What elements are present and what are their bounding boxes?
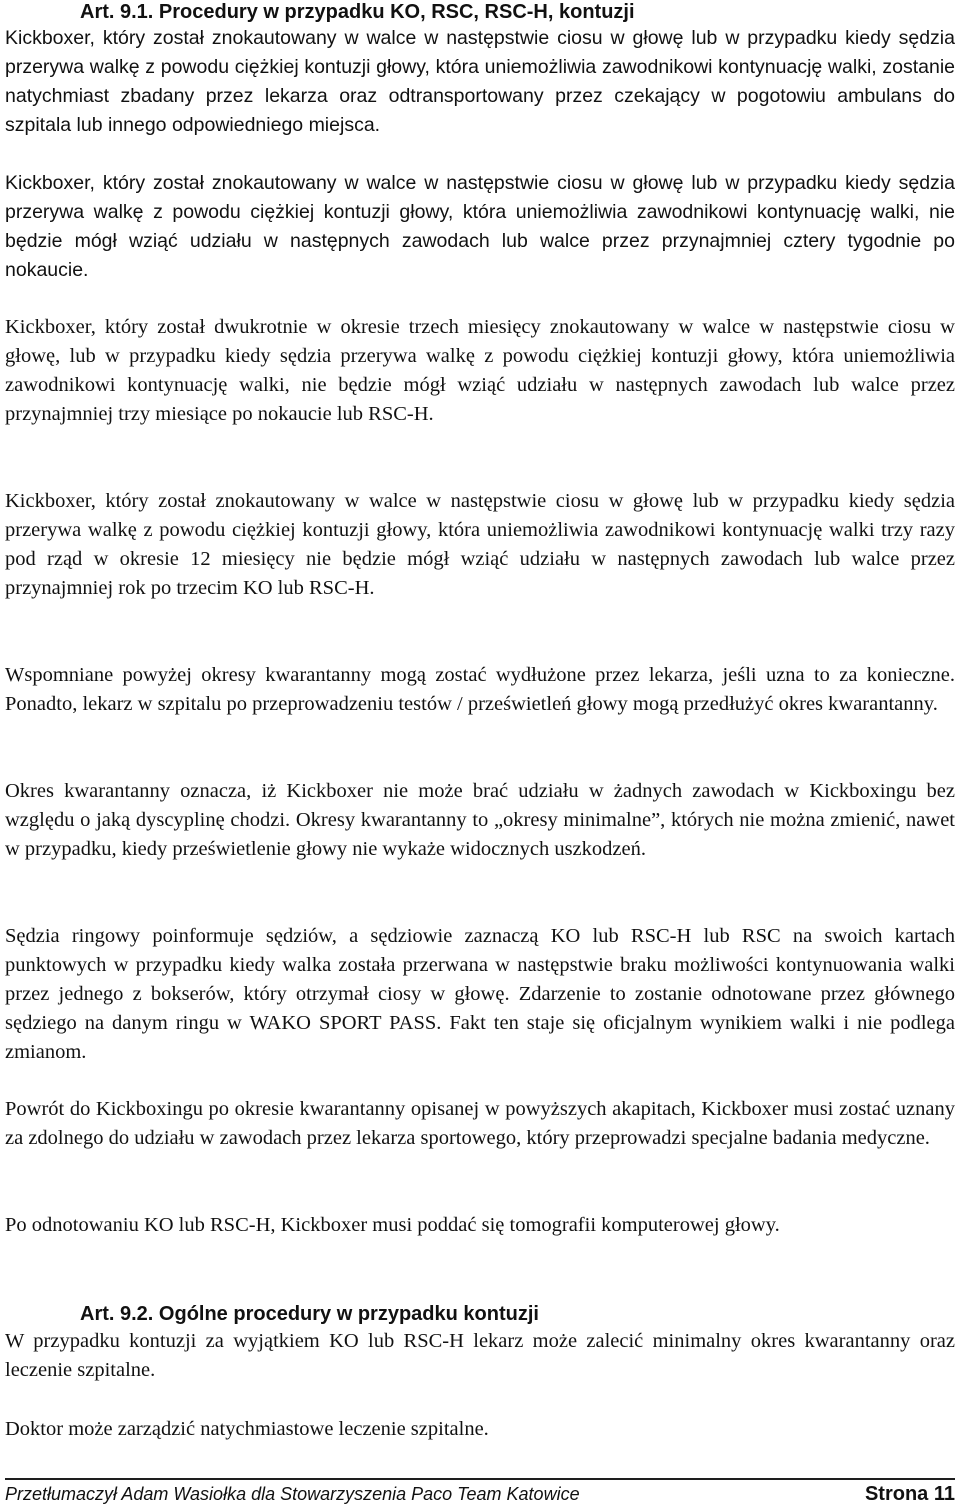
paragraph-two-ko-three-months: [5, 313, 955, 429]
paragraph-text: Wspomniane powyżej okresy kwarantanny mogą zostać wydłużone przez lekarza, jeśli uzna to za konieczne. Ponadto, lekarz w szpitalu po przeprowadzeniu testów / prześwietleń głowy mogą przedłużyć okres kwarantanny.: [5, 664, 955, 715]
paragraph-general-injury: [5, 1327, 955, 1385]
paragraph-text: Powrót do Kickboxingu po okresie kwarantanny opisanej w powyższych akapitach, Kickboxer musi zostać uznany za zdolnego do udziału w zawodach przez lekarza sportowego, który przeprowadzi specjalne badania medyczne.: [5, 1098, 955, 1149]
paragraph-text: Po odnotowaniu KO lub RSC-H, Kickboxer musi poddać się tomografii komputerowej głowy.: [5, 1214, 780, 1236]
paragraph-quarantine-extension: [5, 661, 955, 719]
footer-divider: [5, 1478, 955, 1480]
paragraph-text: Sędzia ringowy poinformuje sędziów, a sędziowie zaznaczą KO lub RSC-H lub RSC na swoich kartach punktowych w przypadku kiedy walka została przerwana w następstwie braku możliwości kontynuowania walki przez jednego z bokserów, który otrzymał ciosy w głowę. Zdarzenie to zostanie odnotowane przez głównego sędziego na danym ringu w WAKO SPORT PASS. Fakt ten staje się oficjalnym wynikiem walki i nie podlega zmianom.: [5, 925, 955, 1063]
paragraph-text: W przypadku kontuzji za wyjątkiem KO lub RSC-H lekarz może zalecić minimalny okres kwarantanny oraz leczenie szpitalne.: [5, 1330, 955, 1381]
paragraph-three-ko-one-year: [5, 487, 955, 603]
paragraph-text: Kickboxer, który został dwukrotnie w okresie trzech miesięcy znokautowany w walce w następstwie ciosu w głowę, lub w przypadku kiedy sędzia przerywa walkę z powodu ciężkiej kontuzji głowy, która uniemożliwia zawodnikowi kontynuację walki, nie będzie mógł wziąć udziału w następnych zawodach lub walce przez przynajmniej trzy miesiące po nokaucie lub RSC-H.: [5, 316, 955, 425]
paragraph-text: Doktor może zarządzić natychmiastowe leczenie szpitalne.: [5, 1418, 489, 1440]
paragraph-ko-hospital-transport: [5, 24, 955, 140]
paragraph-ko-four-weeks: [5, 169, 955, 285]
paragraph-text: Kickboxer, który został znokautowany w walce w następstwie ciosu w głowę lub w przypadku kiedy sędzia przerywa walkę z powodu ciężkiej kontuzji głowy, która uniemożliwia zawodnikowi kontynuację walki trzy razy pod rząd w okresie 12 miesięcy nie będzie mógł wziąć udziału w następnych zawodach lub walce przez przynajmniej rok po trzecim KO lub RSC-H.: [5, 490, 955, 599]
footer-translator-credit: Przetłumaczył Adam Wasiołka dla Stowarzyszenia Paco Team Katowice: [5, 1484, 580, 1504]
footer-page-number: Strona 11: [864, 1483, 955, 1505]
article-9-2-heading: Art. 9.2. Ogólne procedury w przypadku kontuzji: [80, 1303, 539, 1325]
paragraph-return-to-kickboxing: [5, 1095, 955, 1153]
paragraph-text: Kickboxer, który został znokautowany w walce w następstwie ciosu w głowę lub w przypadku kiedy sędzia przerywa walkę z powodu ciężkiej kontuzji głowy, która uniemożliwia zawodnikowi kontynuację walki, nie będzie mógł wziąć udziału w następnych zawodach lub walce przez przynajmniej cztery tygodnie po nokaucie.: [5, 172, 955, 281]
paragraph-text: Okres kwarantanny oznacza, iż Kickboxer nie może brać udziału w żadnych zawodach w Kickboxingu bez względu o jaką dyscyplinę chodzi. Okresy kwarantanny to „okresy minimalne”, których nie można zmienić, nawet w przypadku, kiedy prześwietlenie głowy nie wykaże widocznych uszkodzeń.: [5, 780, 955, 860]
article-9-1-heading: Art. 9.1. Procedury w przypadku KO, RSC, RSC-H, kontuzji: [80, 1, 635, 23]
paragraph-text: Kickboxer, który został znokautowany w walce w następstwie ciosu w głowę lub w przypadku kiedy sędzia przerywa walkę z powodu ciężkiej kontuzji głowy, która uniemożliwia zawodnikowi kontynuację walki, zostanie natychmiast zbadany przez lekarza oraz odtransportowany przez czekający w pogotowiu ambulans do szpitala lub innego odpowiedniego miejsca.: [5, 27, 955, 136]
paragraph-quarantine-definition: [5, 777, 955, 864]
paragraph-referee-scorecards: [5, 922, 955, 1067]
paragraph-doctor-hospital: [5, 1415, 955, 1444]
paragraph-ct-scan: [5, 1211, 955, 1240]
